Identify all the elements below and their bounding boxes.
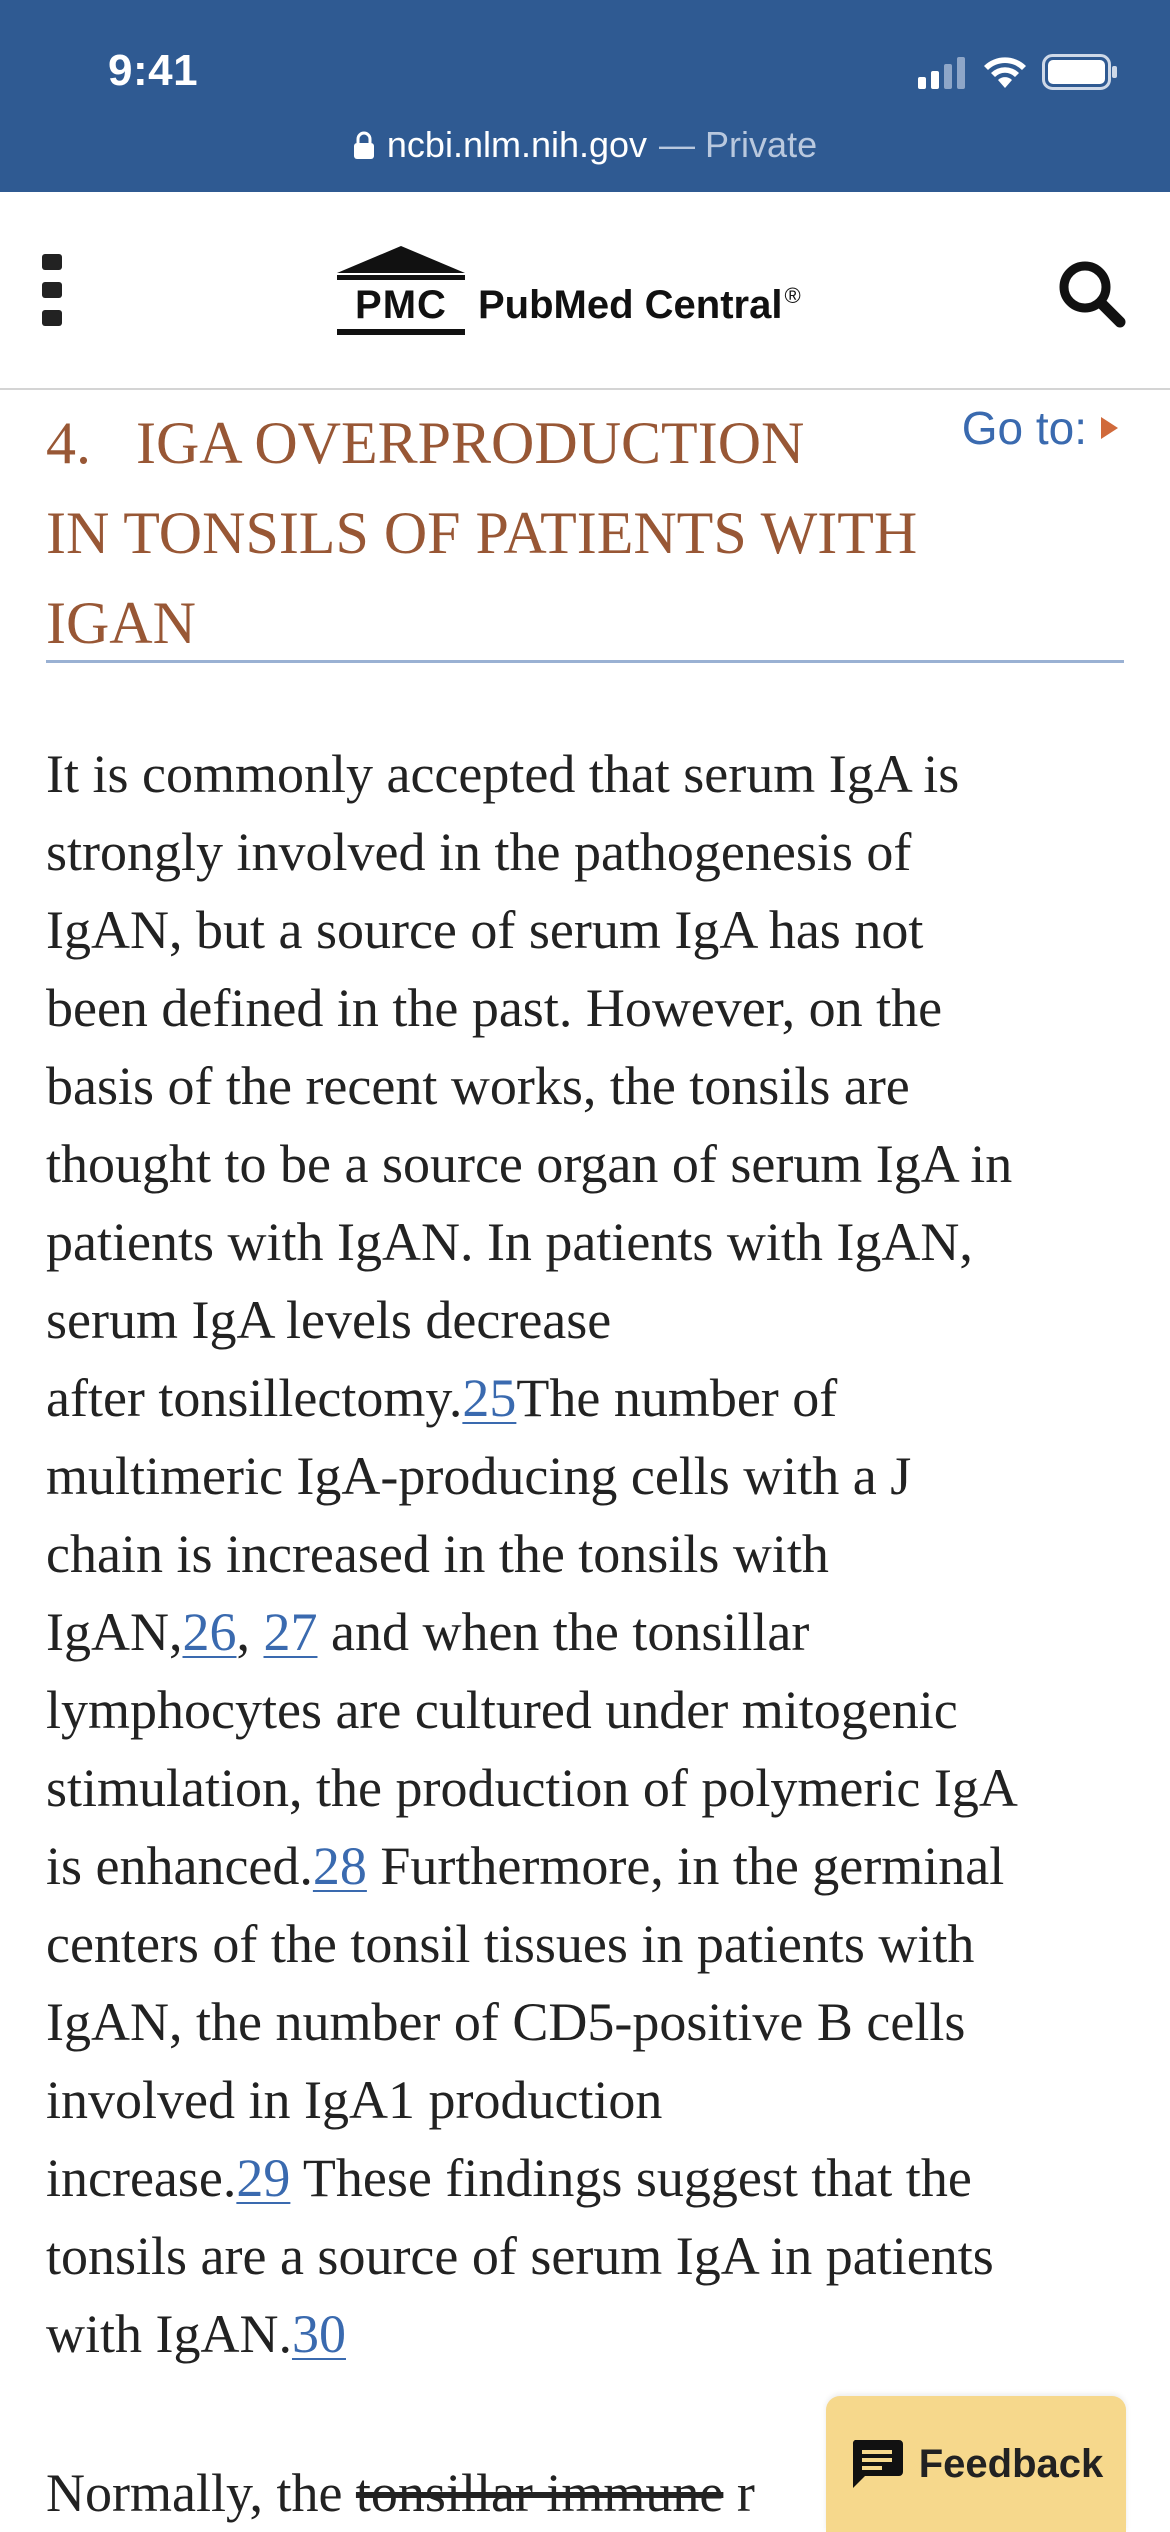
pmc-building-logo	[334, 240, 468, 340]
menu-dot-icon	[42, 282, 62, 298]
pmc-logo[interactable]	[334, 240, 801, 340]
paragraph-line: lymphocytes are cultured under mitogenic	[46, 1680, 958, 1740]
address-bar[interactable]	[0, 124, 1170, 166]
section-title-line: 4. IGA OVERPRODUCTION	[46, 410, 805, 476]
text-segment: Furthermore, in the germinal	[366, 1836, 1005, 1896]
paragraph-line: patients with IgAN. In patients with IgAN,	[46, 1212, 973, 1272]
text-segment: r	[723, 2463, 755, 2523]
paragraph-line: IgAN, the number of CD5-positive B cells	[46, 1992, 966, 2052]
caret-right-icon	[1101, 417, 1118, 439]
paragraph-line: IgAN, but a source of serum IgA has not	[46, 900, 924, 960]
status-icons	[918, 52, 1118, 92]
pmc-header	[0, 192, 1170, 390]
section-heading	[46, 398, 1124, 663]
paragraph-line: thought to be a source organ of serum IgA in	[46, 1134, 1013, 1194]
paragraph-line: strongly involved in the pathogenesis of	[46, 822, 912, 882]
section-title-line: IGAN	[46, 590, 196, 656]
search-button[interactable]	[1056, 258, 1126, 328]
citation-link-28[interactable]: 28	[312, 1836, 367, 1896]
registered-mark: ®	[784, 283, 801, 308]
search-icon	[1056, 258, 1126, 328]
section-title-line: IN TONSILS OF PATIENTS WITH	[46, 500, 918, 566]
citation-link-30[interactable]: 30	[291, 2304, 346, 2364]
paragraph-line	[46, 1359, 1136, 1437]
paragraph-line: multimeric IgA-producing cells with a J	[46, 1446, 912, 1506]
text-segment: Normally, the	[46, 2463, 356, 2523]
text-segment: increase.	[46, 2148, 237, 2208]
goto-label: Go to:	[961, 402, 1087, 454]
paragraph-line	[46, 1827, 1136, 1905]
paragraph-line: been defined in the past. However, on the	[46, 978, 943, 1038]
text-segment: and when the tonsillar	[317, 1602, 810, 1662]
pmc-abbr: PMC	[355, 283, 447, 327]
text-segment: is enhanced.	[46, 1836, 313, 1896]
wifi-icon	[982, 55, 1028, 89]
lock-icon	[353, 130, 375, 160]
private-mode-label: — Private	[659, 124, 818, 165]
paragraph-line: It is commonly accepted that serum IgA is	[46, 744, 960, 804]
status-time: 9:41	[108, 46, 199, 95]
feedback-button[interactable]	[826, 2396, 1126, 2532]
citation-link-25[interactable]: 25	[462, 1368, 517, 1428]
text-segment: ,	[236, 1602, 264, 1662]
paragraph-line: involved in IgA1 production	[46, 2070, 663, 2130]
text-segment: with IgAN.	[46, 2304, 292, 2364]
body-paragraph	[46, 735, 1136, 2373]
url-domain: ncbi.nlm.nih.gov	[386, 124, 648, 165]
goto-button[interactable]	[942, 398, 1118, 458]
citation-link-29[interactable]: 29	[236, 2148, 291, 2208]
feedback-chat-icon	[849, 2438, 905, 2490]
menu-dot-icon	[42, 254, 62, 270]
citation-link-26[interactable]: 26	[182, 1602, 237, 1662]
text-segment: The number of	[516, 1368, 838, 1428]
menu-dot-icon	[42, 310, 62, 326]
paragraph-line: basis of the recent works, the tonsils are	[46, 1056, 910, 1116]
paragraph-line: centers of the tonsil tissues in patients with	[46, 1914, 975, 1974]
next-paragraph	[46, 2454, 755, 2532]
paragraph-line	[46, 1593, 1136, 1671]
pmc-name: PubMed Central	[478, 283, 783, 327]
browser-top-bar	[0, 0, 1170, 192]
menu-button[interactable]	[38, 254, 66, 326]
cellular-signal-icon	[918, 55, 968, 89]
battery-icon	[1042, 54, 1118, 90]
paragraph-line	[46, 2295, 1136, 2373]
text-segment: IgAN,	[46, 1602, 183, 1662]
struck-text: tonsillar immune	[355, 2463, 724, 2523]
feedback-label: Feedback	[918, 2441, 1104, 2486]
citation-link-27[interactable]: 27	[263, 1602, 318, 1662]
paragraph-line: chain is increased in the tonsils with	[46, 1524, 829, 1584]
paragraph-line: serum IgA levels decrease	[46, 1290, 612, 1350]
text-segment: These findings suggest that the	[290, 2148, 972, 2208]
paragraph-line: stimulation, the production of polymeric IgA	[46, 1758, 1018, 1818]
paragraph-line: tonsils are a source of serum IgA in patients	[46, 2226, 994, 2286]
paragraph-line	[46, 2139, 1136, 2217]
text-segment: after tonsillectomy.	[46, 1368, 463, 1428]
